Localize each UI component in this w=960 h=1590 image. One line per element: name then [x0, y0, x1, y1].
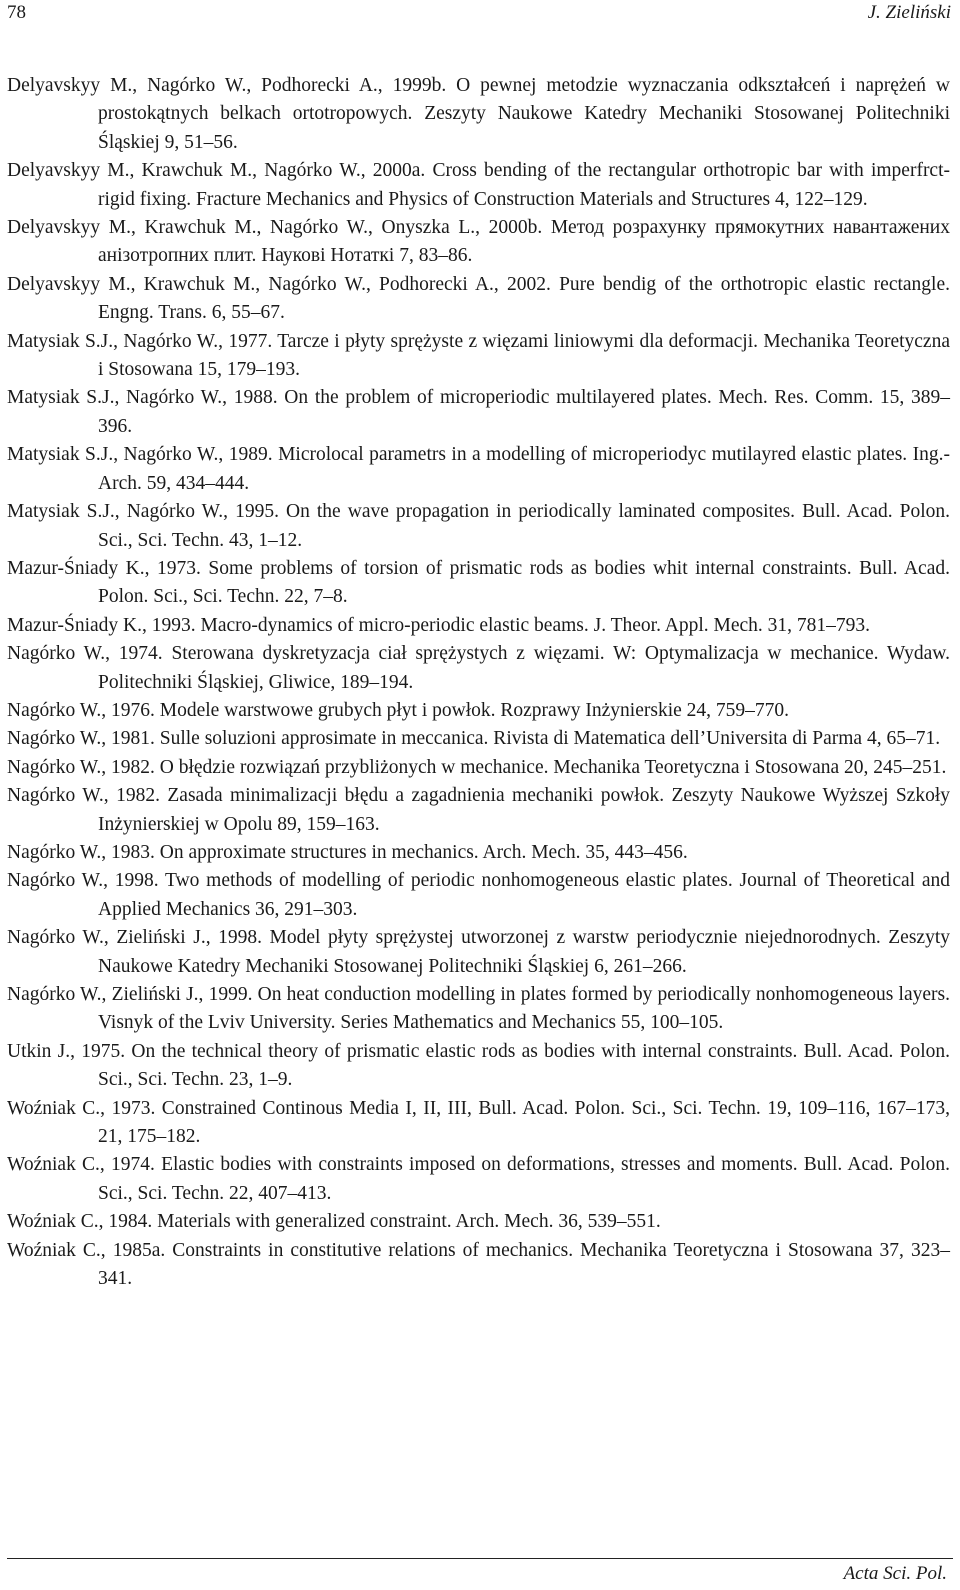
- running-head-author: J. Zieliński: [867, 2, 951, 23]
- reference-item: Nagórko W., 1976. Modele warstwowe grubych płyt i powłok. Rozprawy Inżynierskie 24, 759–770.: [7, 699, 790, 721]
- reference-item: Nagórko W., 1981. Sulle soluzioni approsimate in meccanica. Rivista di Matematica dell’Universita di Parma 4, 65–71.: [7, 728, 941, 750]
- reference-item: Utkin J., 1975. On the technical theory of prismatic elastic rods as bodies with internal constraints. Bull. Acad. Polon. Sci., Sci. Techn. 23, 1–9.: [7, 1040, 950, 1091]
- footer-divider: [7, 1558, 953, 1559]
- reference-item: Matysiak S.J., Nagórko W., 1995. On the wave propagation in periodically laminated composites. Bull. Acad. Polon. Sci., Sci. Techn. 43, 1–12.: [7, 501, 950, 551]
- reference-list: [7, 72, 950, 1293]
- journal-footer: Acta Sci. Pol.: [843, 1563, 947, 1584]
- page-number: 78: [7, 2, 26, 23]
- reference-item: Woźniak C., 1984. Materials with generalized constraint. Arch. Mech. 36, 539–551.: [7, 1211, 661, 1233]
- page-header: [7, 2, 951, 32]
- reference-item: Matysiak S.J., Nagórko W., 1989. Microlocal parametrs in a modelling of microperiodyc mutilayred elastic plates. Ing.-Arch. 59, 434–444.: [7, 444, 950, 494]
- reference-item: Delyavskyy M., Nagórko W., Podhorecki A., 1999b. O pewnej metodzie wyznaczania odkształceń i naprężeń w prostokątnych belkach ortotropowych. Zeszyty Naukowe Katedry Mechaniki Stosowanej Politechniki Śląskiej 9, 51–56.: [7, 75, 950, 153]
- reference-item: Mazur-Śniady K., 1993. Macro-dynamics of micro-periodic elastic beams. J. Theor. Appl. Mech. 31, 781–793.: [7, 614, 871, 636]
- reference-item: Nagórko W., Zieliński J., 1999. On heat conduction modelling in plates formed by periodically nonhomogeneous layers. Visnyk of the Lviv University. Series Mathematics and Mechanics 55, 100–105.: [7, 984, 950, 1034]
- reference-item: Nagórko W., 1974. Sterowana dyskretyzacja ciał sprężystych z więzami. W: Optymalizacja w mechanice. Wydaw. Politechniki Śląskiej, Gliwice, 189–194.: [7, 643, 950, 693]
- reference-item: Nagórko W., 1983. On approximate structures in mechanics. Arch. Mech. 35, 443–456.: [7, 841, 688, 863]
- reference-item: Nagórko W., 1982. Zasada minimalizacji błędu a zagadnienia mechaniki powłok. Zeszyty Naukowe Wyższej Szkoły Inżynierskiej w Opolu 89, 159–163.: [7, 785, 950, 835]
- reference-item: Nagórko W., Zieliński J., 1998. Model płyty sprężystej utworzonej z warstw periodycznie niejednorodnych. Zeszyty Naukowe Katedry Mechaniki Stosowanej Politechniki Śląskiej 6, 261–266.: [7, 927, 950, 977]
- reference-item: Nagórko W., 1998. Two methods of modelling of periodic nonhomogeneous elastic plates. Journal of Theoretical and Applied Mechanics 36, 291–303.: [7, 870, 950, 920]
- reference-item: Woźniak C., 1985a. Constraints in constitutive relations of mechanics. Mechanika Teoretyczna i Stosowana 37, 323–341.: [7, 1239, 950, 1290]
- reference-item: Delyavskyy M., Krawchuk M., Nagórko W., 2000a. Cross bending of the rectangular orthotropic bar with imperfrct-rigid fixing. Fracture Mechanics and Physics of Construction Materials and Structures 4, 122–129.: [7, 160, 950, 210]
- reference-item: Woźniak C., 1973. Constrained Continous Media I, II, III, Bull. Acad. Polon. Sci., Sci. Techn. 19, 109–116, 167–173, 21, 175–182.: [7, 1097, 950, 1148]
- reference-item: Delyavskyy M., Krawchuk M., Nagórko W., Onyszka L., 2000b. Метод розрахунку прямокутних навантажених анізотропних плит. Наукові Нотаткі 7, 83–86.: [7, 217, 950, 267]
- reference-item: Matysiak S.J., Nagórko W., 1977. Tarcze i płyty sprężyste z więzami liniowymi dla deformacji. Mechanika Teoretyczna i Stosowana 15, 179–193.: [7, 330, 950, 381]
- reference-item: Matysiak S.J., Nagórko W., 1988. On the problem of microperiodic multilayered plates. Mech. Res. Comm. 15, 389–396.: [7, 387, 950, 437]
- reference-item: Mazur-Śniady K., 1973. Some problems of torsion of prismatic rods as bodies whit internal constraints. Bull. Acad. Polon. Sci., Sci. Techn. 22, 7–8.: [7, 557, 950, 608]
- reference-item: Woźniak C., 1974. Elastic bodies with constraints imposed on deformations, stresses and moments. Bull. Acad. Polon. Sci., Sci. Techn. 22, 407–413.: [7, 1154, 950, 1204]
- reference-item: Nagórko W., 1982. O błędzie rozwiązań przybliżonych w mechanice. Mechanika Teoretyczna i Stosowana 20, 245–251.: [7, 756, 947, 778]
- reference-item: Delyavskyy M., Krawchuk M., Nagórko W., Podhorecki A., 2002. Pure bendig of the orthotropic elastic rectangle. Engng. Trans. 6, 55–67.: [7, 273, 950, 324]
